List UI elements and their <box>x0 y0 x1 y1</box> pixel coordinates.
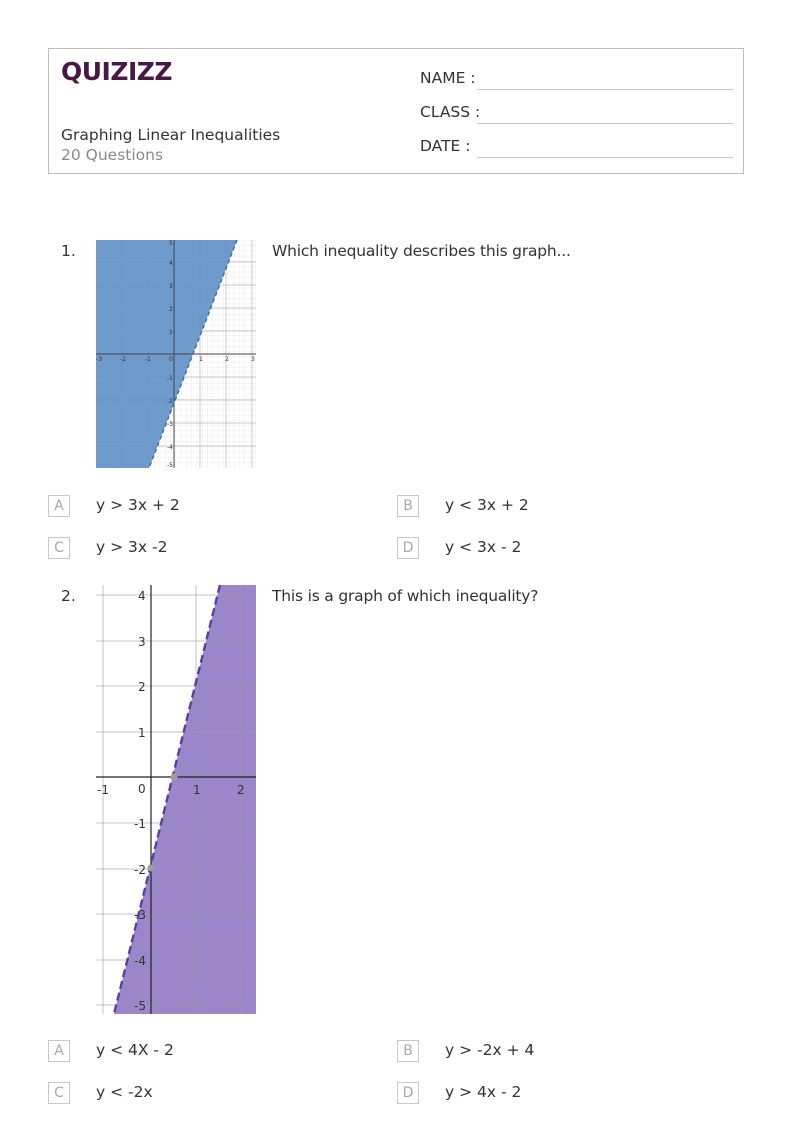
option-d-text[interactable]: y > 4x - 2 <box>445 1083 522 1101</box>
y-tick-label: -1 <box>134 817 146 831</box>
class-field[interactable] <box>477 123 733 124</box>
x-tick-label: 1 <box>199 356 203 363</box>
x-tick-label: 1 <box>193 783 201 797</box>
option-a-marker[interactable]: A <box>48 495 70 517</box>
question-2-graph <box>96 585 256 1014</box>
y-tick-label: 1 <box>138 726 146 740</box>
option-d-marker[interactable]: D <box>397 1082 419 1104</box>
question-1-graph <box>96 240 256 468</box>
option-a-text[interactable]: y < 4X - 2 <box>96 1041 174 1059</box>
y-tick-label: -5 <box>167 462 173 468</box>
worksheet-title: Graphing Linear Inequalities <box>61 126 281 144</box>
option-a-text[interactable]: y > 3x + 2 <box>96 496 180 514</box>
date-label: DATE : <box>420 137 471 155</box>
y-tick-label: -1 <box>167 375 173 382</box>
question-count: 20 Questions <box>61 146 164 164</box>
x-tick-label: 0 <box>138 782 146 796</box>
y-tick-label: -5 <box>134 999 146 1013</box>
option-c-text[interactable]: y < -2x <box>96 1083 153 1101</box>
x-tick-label: -1 <box>145 356 151 363</box>
question-text: Which inequality describes this graph... <box>272 242 571 260</box>
date-field[interactable] <box>477 157 733 158</box>
quizizz-logo: QUIZIZZ <box>61 57 173 86</box>
option-b-text[interactable]: y > -2x + 4 <box>445 1041 535 1059</box>
x-tick-label: 0 <box>169 356 173 363</box>
question-number: 1. <box>61 242 76 260</box>
option-d-marker[interactable]: D <box>397 537 419 559</box>
option-c-text[interactable]: y > 3x -2 <box>96 538 168 556</box>
option-b-text[interactable]: y < 3x + 2 <box>445 496 529 514</box>
question-number: 2. <box>61 587 76 605</box>
y-tick-label: 4 <box>169 260 173 267</box>
x-tick-label: -1 <box>97 783 109 797</box>
y-tick-label: -2 <box>167 398 173 405</box>
worksheet-header <box>48 48 744 174</box>
option-b-marker[interactable]: B <box>397 1040 419 1062</box>
y-tick-label: 3 <box>169 283 173 290</box>
y-tick-label: 4 <box>138 589 146 603</box>
y-tick-label: 3 <box>138 635 146 649</box>
y-tick-label: -3 <box>167 421 173 428</box>
option-c-marker[interactable]: C <box>48 1082 70 1104</box>
y-tick-label: 5 <box>169 240 173 247</box>
name-field[interactable] <box>477 89 733 90</box>
x-tick-label: -3 <box>96 356 102 363</box>
option-b-marker[interactable]: B <box>397 495 419 517</box>
y-tick-label: 2 <box>138 680 146 694</box>
y-tick-label: -4 <box>167 444 173 451</box>
y-tick-label: 2 <box>169 306 173 313</box>
x-tick-label: 2 <box>225 356 229 363</box>
y-tick-label: 1 <box>169 329 173 336</box>
x-intercept-point <box>171 774 178 781</box>
x-tick-label: 3 <box>251 356 255 363</box>
y-tick-label: -4 <box>134 954 146 968</box>
option-d-text[interactable]: y < 3x - 2 <box>445 538 522 556</box>
option-c-marker[interactable]: C <box>48 537 70 559</box>
x-tick-label: 2 <box>237 783 245 797</box>
y-tick-label: -2 <box>134 863 146 877</box>
y-intercept-point <box>148 865 155 872</box>
name-label: NAME : <box>420 69 476 87</box>
x-tick-label: -2 <box>120 356 126 363</box>
option-a-marker[interactable]: A <box>48 1040 70 1062</box>
question-text: This is a graph of which inequality? <box>272 587 539 605</box>
class-label: CLASS : <box>420 103 481 121</box>
y-tick-label: -3 <box>134 908 146 922</box>
